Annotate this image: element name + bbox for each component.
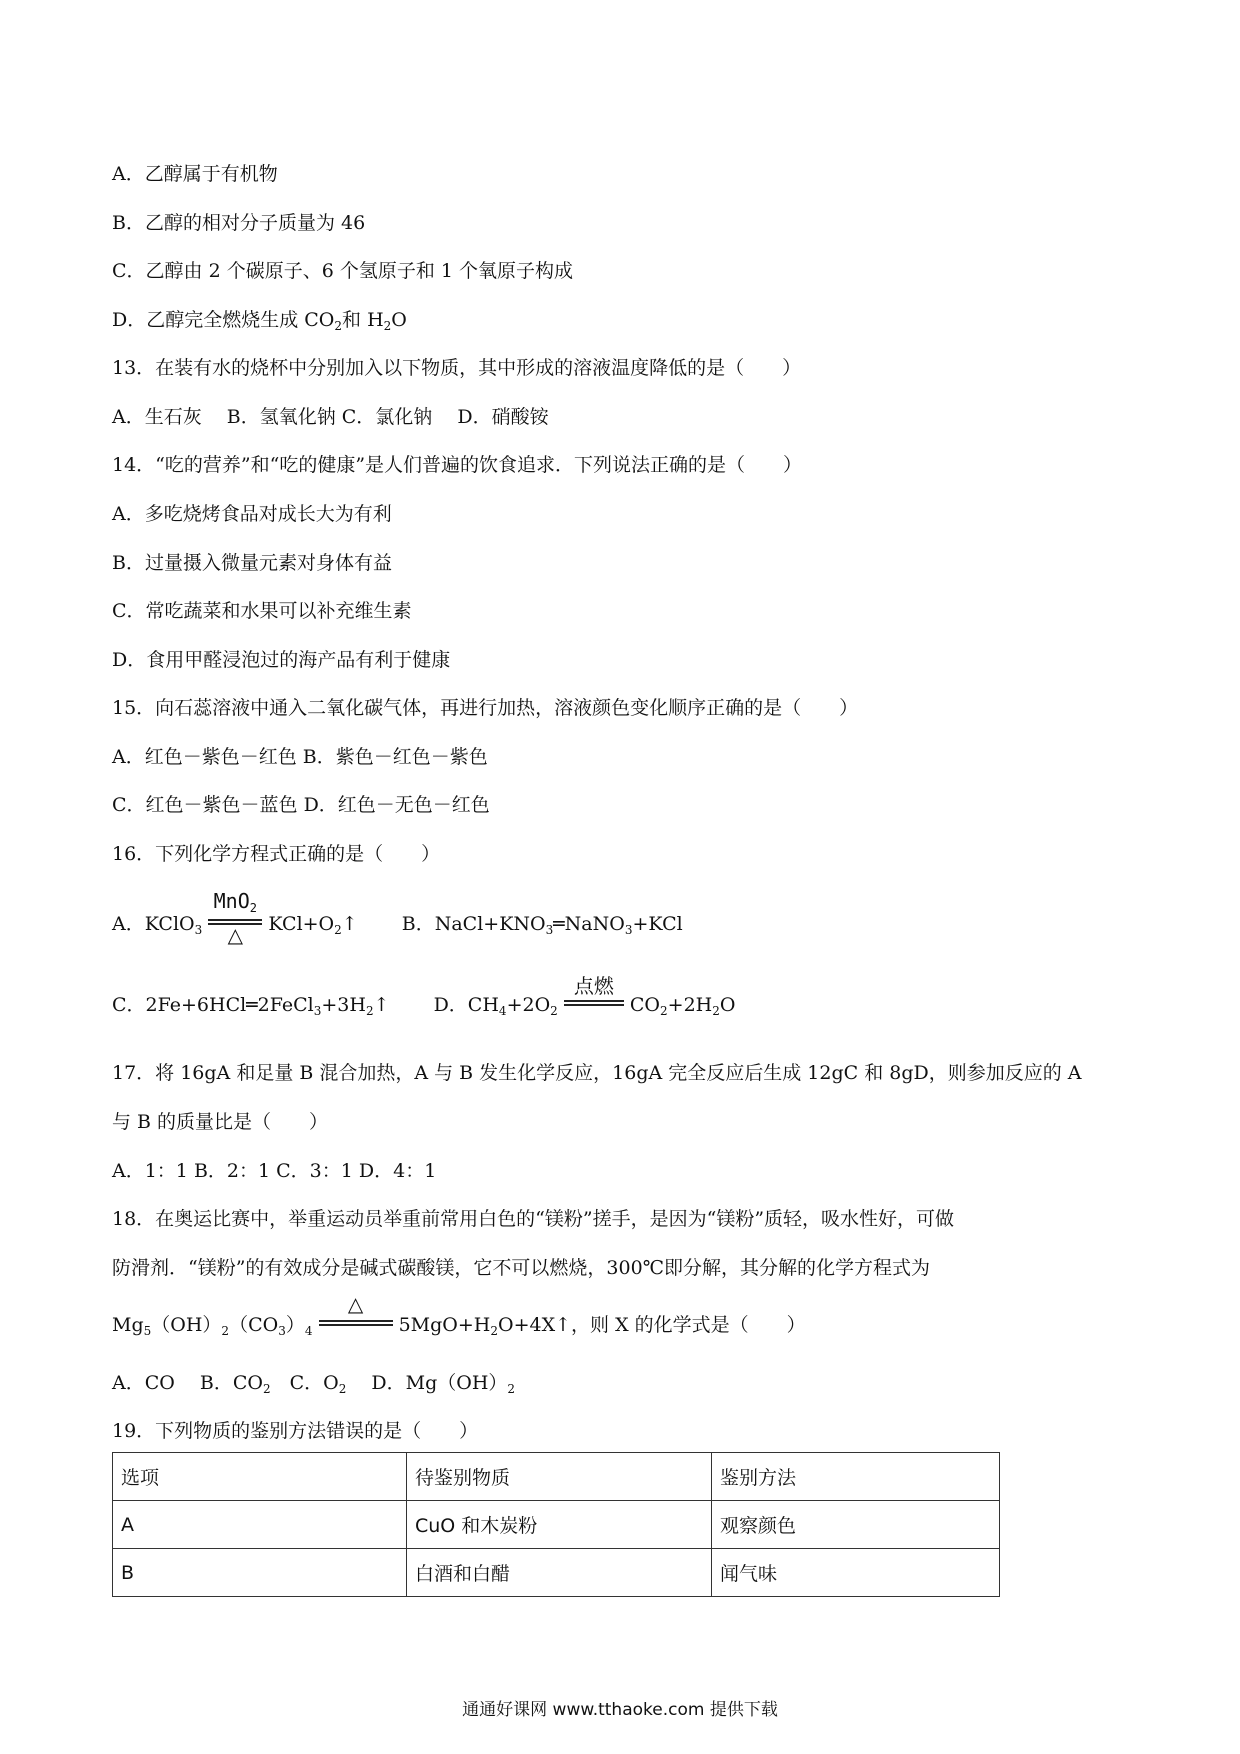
- table-cell: CuO 和木炭粉: [407, 1501, 712, 1549]
- question-16: 16．下列化学方程式正确的是（ ）: [112, 843, 441, 865]
- question-14: 14．“吃的营养”和“吃的健康”是人们普遍的饮食追求．下列说法正确的是（ ）: [112, 454, 803, 476]
- question-18-cont: 防滑剂．“镁粉”的有效成分是碱式碳酸镁，它不可以燃烧，300℃即分解，其分解的化学方程式为: [112, 1257, 930, 1279]
- question-19: 19．下列物质的鉴别方法错误的是（ ）: [112, 1420, 479, 1442]
- question-15-options-ab: A．红色－紫色－红色 B．紫色－红色－紫色: [112, 746, 488, 768]
- option-12c: C．乙醇由 2 个碳原子、6 个氢原子和 1 个氧原子构成: [112, 260, 574, 282]
- question-18: 18．在奥运比赛中，举重运动员举重前常用白色的“镁粉”搓手，是因为“镁粉”质轻，吸水性好，可做: [112, 1208, 955, 1230]
- question-18-equation: $Mg_5(OH)_2(CO_3)_4$ △ $5MgO+H_2O+4X↑$，则 X 的化学式是（ ）: [112, 1292, 806, 1338]
- table-header-cell: 待鉴别物质: [407, 1453, 712, 1501]
- question-17-cont: 与 B 的质量比是（ ）: [112, 1111, 329, 1133]
- page-footer: 通通好课网 www.tthaoke.com 提供下载: [462, 1700, 778, 1720]
- option-14a: A．多吃烧烤食品对成长大为有利: [112, 503, 392, 525]
- table-cell: 观察颜色: [712, 1501, 1000, 1549]
- question-16-options-cd: C．$2Fe+6HCl═2FeCl_3+3H_2↑$ D．$CH_4+2O_2$ 点燃 $CO_2+2H_2O$: [112, 974, 736, 1018]
- option-12b: B．乙醇的相对分子质量为 46: [112, 212, 366, 234]
- reaction-arrow-heat: △: [319, 1314, 393, 1338]
- question-13-options: A．生石灰 B．氢氧化钠 C．氯化钠 D．硝酸铵: [112, 406, 549, 428]
- question-15-options-cd: C．红色－紫色－蓝色 D．红色－无色－红色: [112, 794, 490, 816]
- table-cell: 白酒和白醋: [407, 1549, 712, 1597]
- table-header-cell: 鉴别方法: [712, 1453, 1000, 1501]
- question-17-options: A．1：1 B．2：1 C．3：1 D．4：1: [112, 1160, 437, 1182]
- table-row: [113, 1501, 1000, 1549]
- table-header-cell: 选项: [113, 1453, 407, 1501]
- question-18-options: A．CO B．$CO_2$ C．$O_2$ D．$Mg(OH)_2$: [112, 1372, 516, 1396]
- question-17: 17．将 16gA 和足量 B 混合加热，A 与 B 发生化学反应，16gA 完全反应后生成 12gC 和 8gD，则参加反应的 A: [112, 1062, 1082, 1084]
- table-cell: A: [113, 1501, 407, 1549]
- table-header-row: [113, 1453, 1000, 1501]
- reaction-arrow-mno2: MnO$_2$ △: [208, 913, 262, 937]
- option-14b: B．过量摄入微量元素对身体有益: [112, 552, 392, 574]
- identification-table: [112, 1452, 1000, 1597]
- option-12a: A．乙醇属于有机物: [112, 163, 278, 185]
- option-14c: C．常吃蔬菜和水果可以补充维生素: [112, 600, 412, 622]
- question-16-options-ab: A．KClO$_3$ MnO$_2$ △ $KCl+O_2↑$ B．$NaCl+KNO_3═NaNO_3+KCl$: [112, 889, 683, 947]
- question-15: 15．向石蕊溶液中通入二氧化碳气体，再进行加热，溶液颜色变化顺序正确的是（ ）: [112, 697, 859, 719]
- reaction-arrow-ignite: 点燃: [564, 994, 624, 1018]
- table-cell: 闻气味: [712, 1549, 1000, 1597]
- question-13: 13．在装有水的烧杯中分别加入以下物质，其中形成的溶液温度降低的是（ ）: [112, 357, 802, 379]
- option-12d: D．乙醇完全燃烧生成 $CO_2$和 $H_2O$: [112, 309, 407, 333]
- option-14d: D．食用甲醛浸泡过的海产品有利于健康: [112, 649, 451, 671]
- table-row: [113, 1549, 1000, 1597]
- table-cell: B: [113, 1549, 407, 1597]
